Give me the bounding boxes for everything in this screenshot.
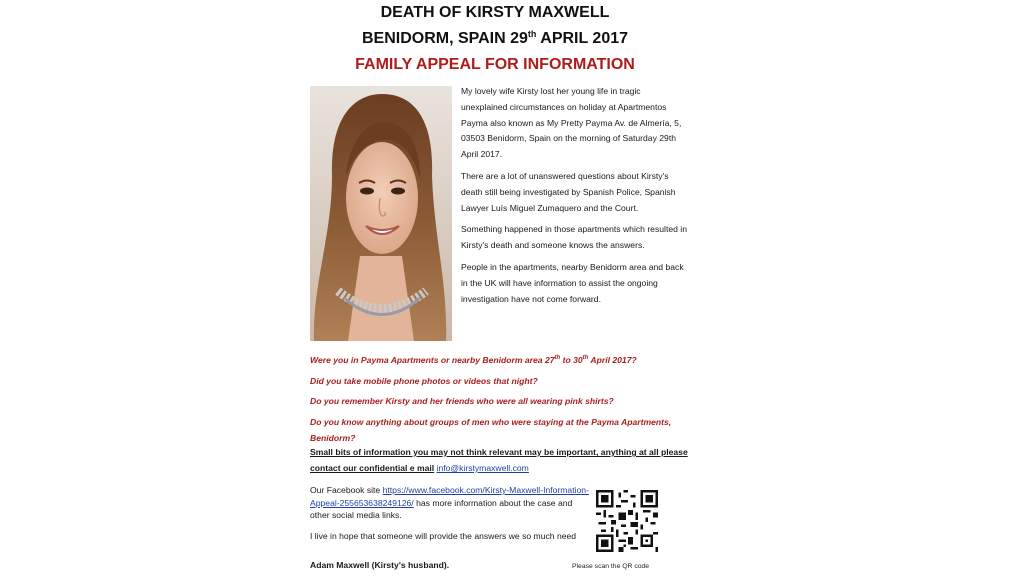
portrait-photo-icon (310, 86, 452, 341)
facebook-link[interactable]: https://www.facebook.com/Kirsty-Maxwell-Information-Appeal-255653638249126/ (310, 485, 589, 508)
facebook-info (310, 484, 590, 522)
facebook-pre: Our Facebook site (310, 485, 383, 495)
question-3: Do you remember Kirsty and her friends who were all wearing pink shirts? (310, 396, 614, 407)
question-1-b: to 30 (560, 354, 583, 365)
contact-request-text: Small bits of information you may not think relevant may be important, anything at all please contact our confidential e mail (310, 447, 688, 473)
appeal-questions (310, 351, 688, 452)
appeal-poster (300, 0, 690, 576)
poster-title: DEATH OF KIRSTY MAXWELL (380, 4, 610, 21)
intro-paragraph-3: Something happened in those apartments which resulted in Kirsty's death and someone knows the answers. (461, 224, 687, 251)
hope-text: I live in hope that someone will provide the answers we so much need (310, 531, 577, 541)
subtitle-pre: BENIDORM, SPAIN 29 (361, 30, 528, 47)
intro-paragraph-2: There are a lot of unanswered questions about Kirsty's death still being investigated by Spanish Police, Spanish Lawyer Luís Miguel Zumaquero and the Court. (461, 170, 676, 213)
question-4: Do you know anything about groups of men who were staying at the Payma Apartments, Benidorm? (310, 417, 672, 444)
qr-code-icon[interactable] (596, 490, 658, 552)
question-1-sup-2: th (582, 355, 589, 361)
question-1 (310, 351, 688, 369)
portrait-photo (310, 86, 452, 341)
question-2: Did you take mobile phone photos or videos that night? (310, 375, 538, 386)
subtitle-ordinal: th (527, 29, 537, 39)
signature: Adam Maxwell (Kirsty's husband). (310, 560, 450, 570)
appeal-heading: FAMILY APPEAL FOR INFORMATION (355, 56, 635, 73)
poster-subtitle (300, 30, 690, 48)
question-1-sup-1: th (554, 355, 561, 361)
intro-paragraph-4: People in the apartments, nearby Benidorm area and back in the UK will have information to assist the ongoing investigation have not come forward. (461, 261, 684, 304)
contact-request (310, 444, 688, 476)
question-1-c: April 2017? (588, 354, 637, 365)
question-1-a: Were you in Payma Apartments or nearby Benidorm area 27 (310, 354, 555, 365)
qr-caption: Please scan the QR code (572, 563, 650, 570)
intro-text (461, 84, 689, 313)
contact-email-link[interactable]: info@kirstymaxwell.com (436, 463, 529, 473)
subtitle-post: APRIL 2017 (536, 30, 629, 47)
facebook-post: has more information about the case and other social media links. (310, 497, 573, 520)
intro-paragraph-1: My lovely wife Kirsty lost her young life in tragic unexplained circumstances on holiday at Apartmentos Payma also known as My Pretty Payma Av. de Almería, 5, 03503 Benidorm, Spain on the morning of Saturday 29th April 2017. (461, 86, 682, 160)
